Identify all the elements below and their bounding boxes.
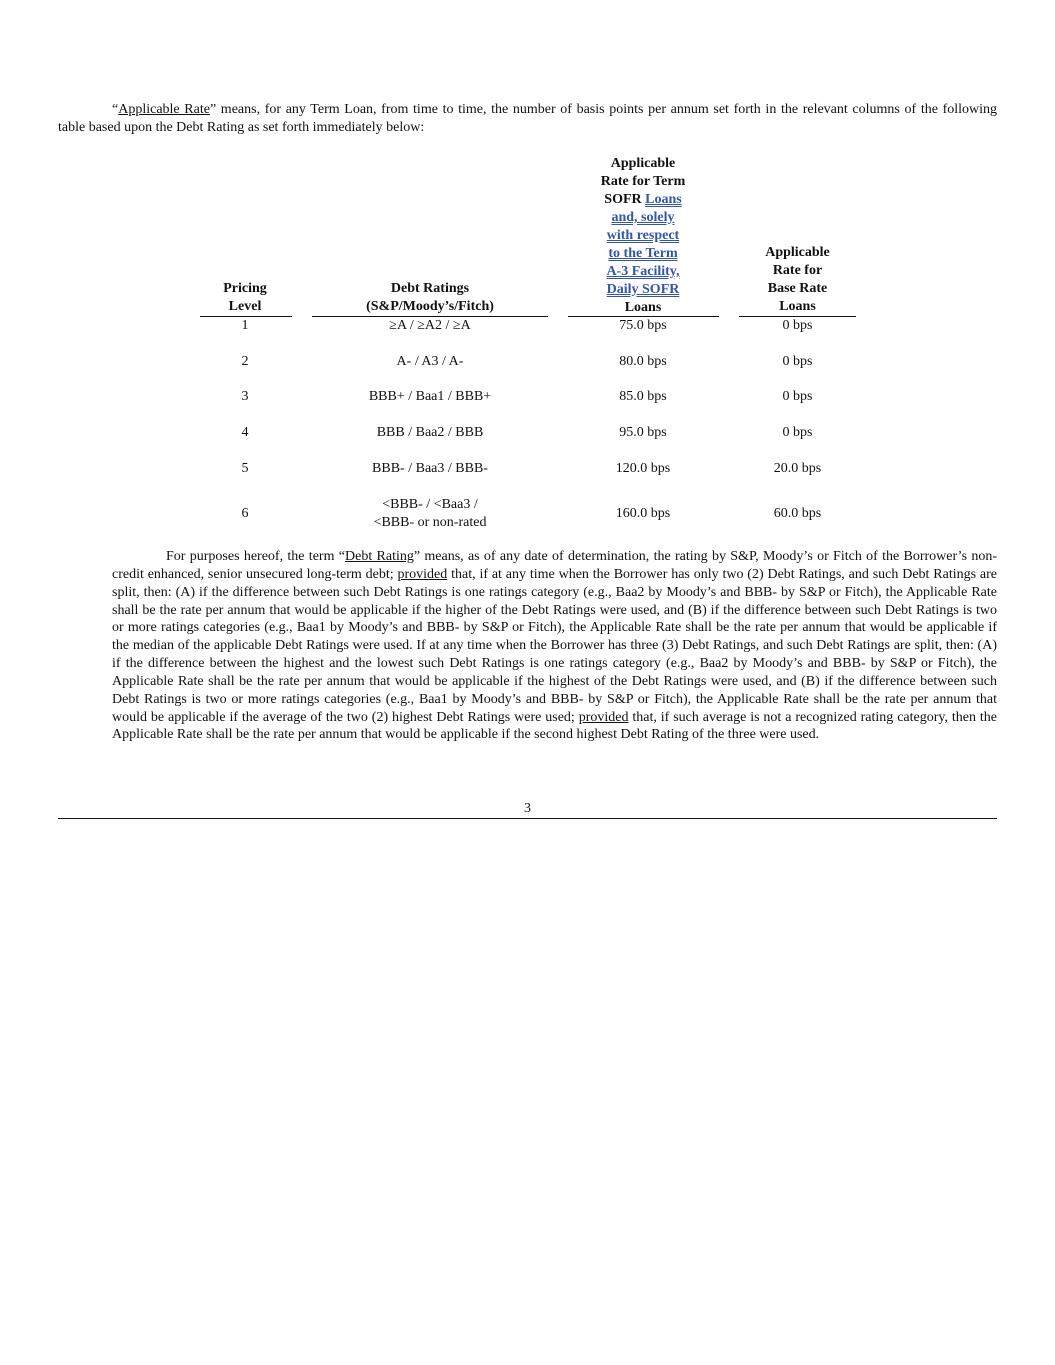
table-cell-sofr: 95.0 bps (619, 425, 667, 440)
inserted-text: and, solely (611, 210, 675, 225)
table-cell-ratings: ≥A / ≥A2 / ≥A (389, 318, 471, 333)
inserted-text: Daily SOFR (606, 282, 680, 297)
table-cell-base: 0 bps (782, 354, 813, 369)
table-cell-level: 5 (241, 461, 249, 476)
header-sofr-rate (568, 155, 718, 317)
header-debt-ratings-line2: (S&P/Moody’s/Fitch) (366, 299, 494, 314)
open-quote: “ (112, 102, 119, 117)
table-cell-ratings-multiline (312, 496, 548, 532)
table-cell-base: 20.0 bps (773, 461, 822, 476)
table-cell-level: 6 (241, 506, 249, 521)
header-sofr-line2: Rate for Term (600, 174, 686, 189)
header-pricing-level-line1: Pricing (223, 281, 267, 296)
table-cell-base: 0 bps (782, 425, 813, 440)
applicable-rate-text: ” means, for any Term Loan, from time to time, the number of basis points per annum set forth in the relevant columns of the following table based upon the Debt Rating as set forth immediately below: (58, 102, 998, 135)
header-sofr-line1: Applicable (610, 156, 676, 171)
table-cell-sofr: 160.0 bps (615, 506, 671, 521)
definition-text-3: that, if such average is not a recognized rating category, then the Applicable Rate shall be the rate per annum that would be applicable if the second highest Debt Rating of the three were used. (112, 709, 997, 743)
table-cell-ratings: A- / A3 / A- (396, 354, 464, 369)
table-cell-ratings: BBB+ / Baa1 / BBB+ (368, 389, 492, 404)
table-cell-sofr: 120.0 bps (615, 461, 671, 476)
definition-lead: For purposes hereof, the term “ (166, 549, 345, 564)
table-cell-sofr: 85.0 bps (619, 389, 667, 404)
header-sofr-line3 (568, 191, 718, 209)
header-base-rate (739, 244, 856, 316)
inserted-text: with respect (606, 228, 680, 243)
header-debt-ratings (312, 280, 548, 316)
header-sofr-line3-plain: SOFR (604, 192, 646, 207)
table-cell-ratings: BBB / Baa2 / BBB (376, 425, 484, 440)
table-cell-base: 60.0 bps (773, 506, 822, 521)
debt-rating-definition-paragraph (112, 548, 997, 744)
defined-term-applicable-rate: Applicable Rate (118, 102, 210, 117)
table-cell-ratings-line1: <BBB- / <Baa3 / (382, 497, 478, 512)
header-pricing-level (200, 280, 290, 316)
footer-divider (58, 818, 997, 819)
defined-term-debt-rating: Debt Rating (345, 549, 414, 564)
definition-text-1: ” means, as of any date of determination, the rating by S&P, Moody’s or Fitch of the Borrower’s non-credit enhanced, senior unsecured long-term debt; (112, 549, 997, 582)
inserted-text: A-3 Facility, (606, 264, 680, 279)
header-base-line3: Base Rate (767, 281, 828, 296)
provided-term-2: provided (578, 709, 629, 725)
page-number: 3 (524, 801, 531, 816)
table-cell-base: 0 bps (782, 318, 813, 333)
table-cell-level: 1 (241, 318, 249, 333)
header-debt-ratings-line1: Debt Ratings (390, 281, 470, 296)
applicable-rate-paragraph (58, 101, 997, 137)
inserted-text: to the Term (608, 246, 678, 261)
inserted-text: Loans (645, 192, 682, 207)
table-cell-level: 4 (241, 425, 249, 440)
definition-text-2: that, if at any time when the Borrower has only two (2) Debt Ratings, and such Debt Ratings are split, then: (A) if the difference between such Debt Ratings is one ratings category (e.g., Baa2 by Moody’s and BBB- by S&P or Fitch), the Applicable Rate shall be the rate per annum that would be applicable if the higher of the Debt Ratings were used, and (B) if the difference between such Debt Ratings is two or more ratings categories (e.g., Baa1 by Moody’s and BBB- by S&P or Fitch), the Applicable Rate shall be the rate per annum that would be applicable if the median of the applicable Debt Ratings were used. If at any time when the Borrower has three (3) Debt Ratings, and such Debt Ratings are split, then: (A) if the difference between the highest and the lowest such Debt Ratings is one ratings category (e.g., Baa2 by Moody’s and BBB- by S&P or Fitch), the Applicable Rate shall be the rate per annum that would be applicable if the highest of the Debt Ratings were used, and (B) if the difference between such Debt Ratings is two or more ratings categories (e.g., Baa1 by Moody’s and BBB- by S&P or Fitch), the Applicable Rate shall be the rate per annum that would be applicable if the average of the two (2) highest Debt Ratings were used; (112, 566, 998, 725)
header-sofr-line9: Loans (624, 300, 662, 315)
header-base-line1: Applicable (765, 245, 830, 260)
header-pricing-level-line2: Level (228, 299, 262, 314)
provided-term-1: provided (397, 566, 448, 582)
header-base-line2: Rate for (772, 263, 823, 278)
table-cell-sofr: 80.0 bps (619, 354, 667, 369)
table-cell-base: 0 bps (782, 389, 813, 404)
table-cell-sofr: 75.0 bps (619, 318, 667, 333)
table-cell-level: 2 (241, 354, 249, 369)
table-cell-ratings-line2: <BBB- or non-rated (373, 515, 487, 530)
table-cell-ratings: BBB- / Baa3 / BBB- (372, 461, 488, 476)
table-cell-level: 3 (241, 389, 249, 404)
header-base-line4: Loans (779, 299, 816, 314)
